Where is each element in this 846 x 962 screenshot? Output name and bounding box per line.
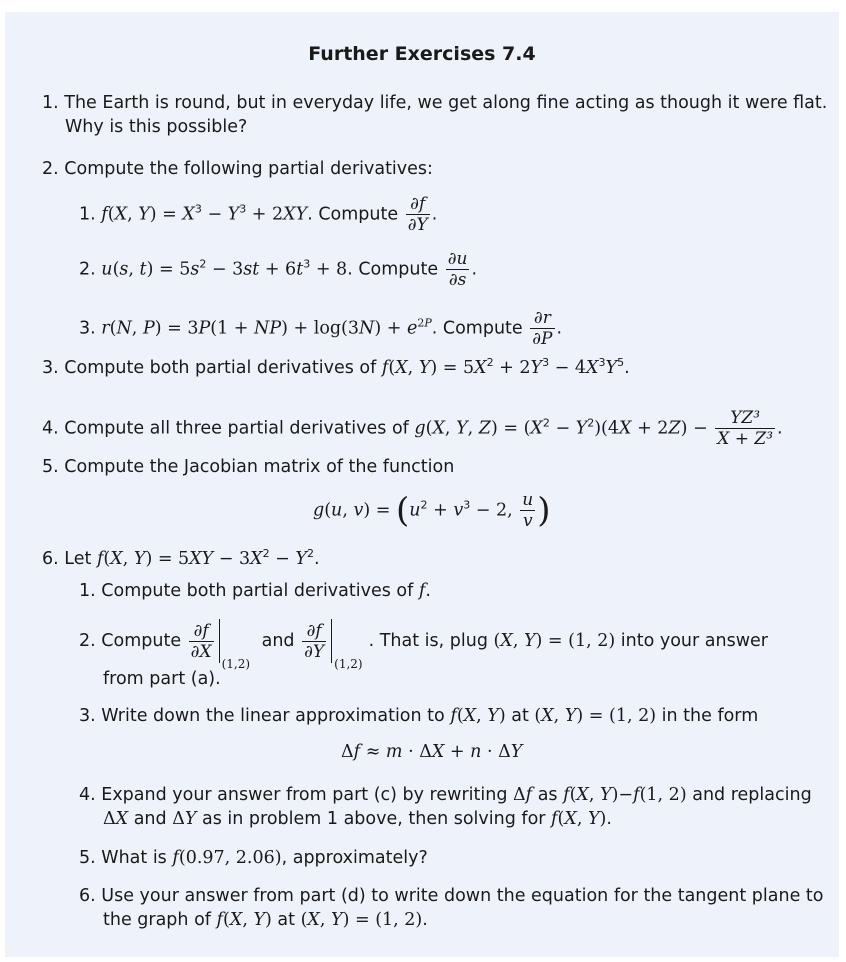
q6-part2: 2. Compute $\frac{\partial f}{\partial X}$ (1,2) and $\frac{\partial f}{\partial Y}$ (1,2). That is, plug (X, Y) = (1, 2) into your answer [79, 618, 768, 687]
q6-heading: 6. Let f(X, $Y) = 5XY - 3X^2 - Y^2$. [42, 547, 320, 569]
q5-heading: 5. Compute the Jacobian matrix of the function [42, 457, 455, 477]
q2-heading: 2. Compute the following partial derivatives: [42, 159, 433, 179]
q5-formula: g(u, $v) = (u^2 + v^3 - 2$, $\frac{u}{v}$ ) [313, 490, 551, 531]
q6-part1: 1. Compute both partial derivatives of f. [79, 581, 431, 601]
partial-f-y-fraction-2: $\frac{\partial f}{\partial Y}$ [304, 620, 325, 662]
q6-part3: 3. Write down the linear approximation to f(X, Y) at (X, Y) = (1, 2) in the form [79, 706, 759, 726]
partial-f-x-fraction: $\frac{\partial f}{\partial X}$ [190, 620, 212, 662]
q6-linear-approx-formula: Δf ≈ m · ΔX + n · ΔY [341, 742, 523, 762]
exercise-page [5, 12, 839, 957]
partial-f-y-fraction: $\frac{\partial f}{\partial Y}$ [407, 194, 428, 235]
q6-part5: 5. What is f(0.97, 2.06), approximately? [79, 848, 428, 868]
q2-part2: 2. u(s, $t) = 5s^2 - 3st + 6t^3 + 8$. Compute $\frac{\partial u}{\partial s}$ . [79, 249, 478, 290]
q6-part6-line1: 6. Use your answer from part (d) to write down the equation for the tangent plane to [79, 886, 824, 906]
yz3-fraction: $\frac{\text{YZ³}}{\text{X + Z³}}$ [717, 408, 774, 449]
q6-part4-line2: ΔX and ΔY as in problem 1 above, then solving for f(X, Y). [103, 809, 612, 829]
eval-point-2: (1,2) [334, 657, 363, 671]
q6-part2-line2: from part (a). [103, 669, 221, 689]
q3-line: 3. Compute both partial derivatives of f(X, $Y) = 5X^2 + 2Y^3 - 4X^3Y^5$. [42, 356, 630, 378]
q2-part1: 1. f(X, $Y) = X^3 - Y^3 + 2XY$. Compute $\frac{\partial f}{\partial Y}$ . [79, 194, 438, 235]
q6-part6-line2: the graph of f(X, Y) at (X, Y) = (1, 2). [103, 910, 428, 930]
partial-u-s-fraction: $\frac{\partial u}{\partial s}$ [447, 249, 468, 290]
q6-part4-line1: 4. Expand your answer from part (c) by rewriting Δf as f(X, Y)−f(1, 2) and replacing [79, 785, 812, 805]
page-title: Further Exercises 7.4 [308, 43, 536, 65]
q4-line: 4. Compute all three partial derivatives of g(X, Y, $Z) = (X^2 - Y^2)(4X + 2Z)$ − $\frac{\text{YZ³}}{\text{X + Z³}}$ . [42, 408, 783, 449]
q1-line1: 1. The Earth is round, but in everyday life, we get along fine acting as though it were flat. [42, 93, 828, 113]
q2-part3: 3. r(N, $P) = 3P(1 + NP) + \log(3N) + e^{2P}$. Compute $\frac{\partial r}{\partial P}$ . [79, 308, 563, 349]
partial-r-p-fraction: $\frac{\partial r}{\partial P}$ [532, 308, 553, 349]
q1-line2: Why is this possible? [65, 117, 248, 137]
u-over-v-fraction: $\frac{u}{v}$ [522, 490, 534, 531]
